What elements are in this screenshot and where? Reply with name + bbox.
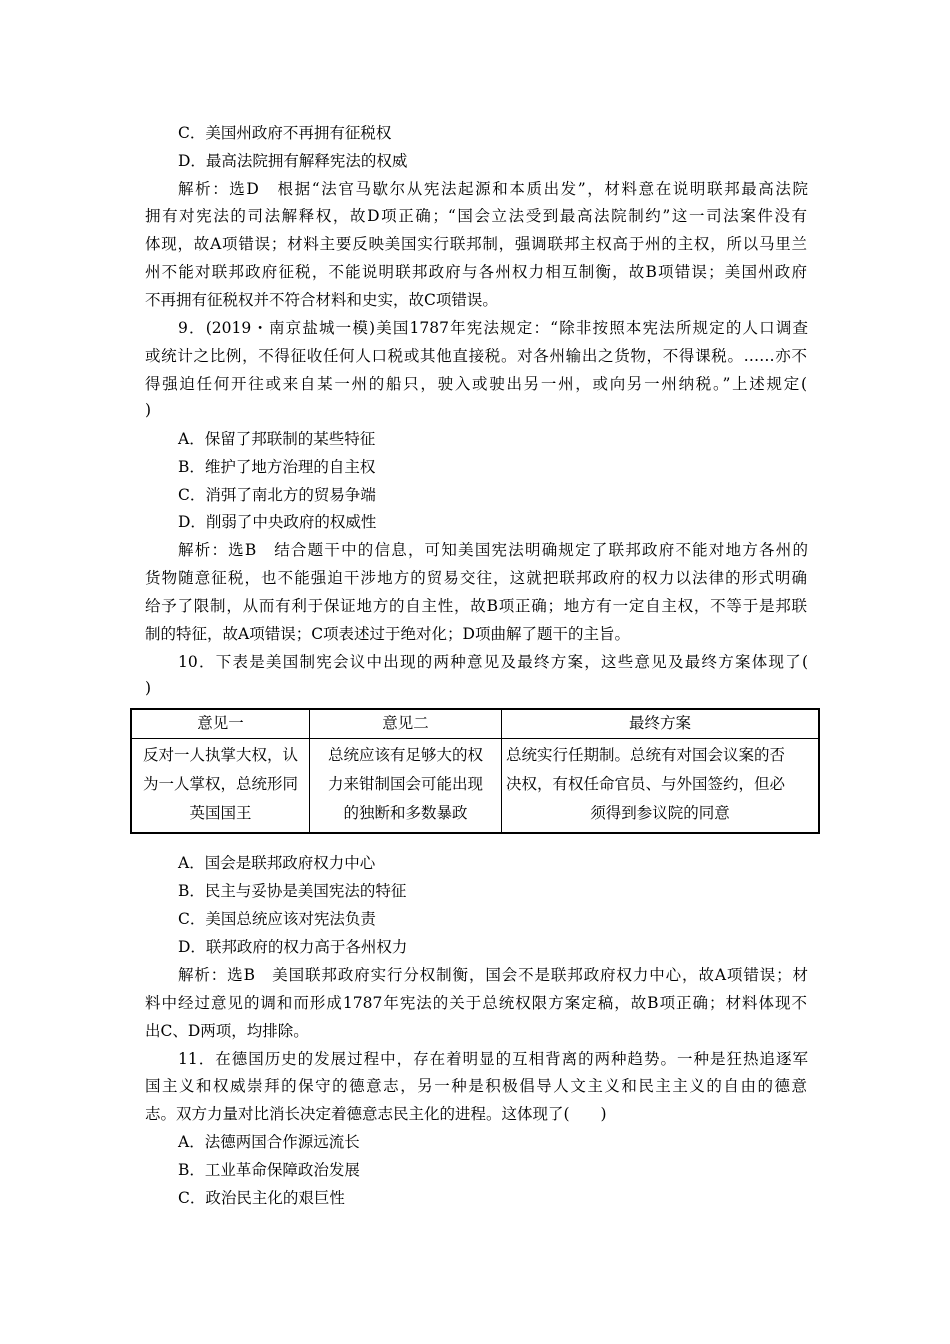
q11-stem-line: 国主义和权威崇拜的保守的德意志，另一种是积极倡导人文主义和民主主义的自由的德意 <box>145 1077 807 1095</box>
table-cell <box>131 739 310 834</box>
q10-analysis-line: 解析：选B 美国联邦政府实行分权制衡，国会不是联邦政府权力中心，故A项错误；材 <box>178 966 808 984</box>
q9-option-b: B．维护了地方治理的自主权 <box>178 458 376 476</box>
cell-text-line: 反对一人执掌大权，认 <box>142 746 298 764</box>
q10-stem-line: 10．下表是美国制宪会议中出现的两种意见及最终方案，这些意见及最终方案体现了( <box>178 653 808 671</box>
q10-option-c: C．美国总统应该对宪法负责 <box>178 910 376 928</box>
q11-option-a: A．法德两国合作源远流长 <box>178 1133 360 1151</box>
q9-stem-line: 得强迫任何开往或来自某一州的船只，驶入或驶出另一州，或向另一州纳税。”上述规定( <box>145 375 807 393</box>
cell-text-line: 力来钳制国会可能出现 <box>328 775 484 793</box>
q9-analysis-line: 给予了限制，从而有利于保证地方的自主性，故B项正确；地方有一定自主权，不等于是邦联 <box>145 597 807 615</box>
q8-option-d: D．最高法院拥有解释宪法的权威 <box>178 152 408 170</box>
q10-option-b: B．民主与妥协是美国宪法的特征 <box>178 882 407 900</box>
cell-text-line: 总统实行任期制。总统有对国会议案的否 <box>506 746 786 764</box>
q11-option-c: C．政治民主化的艰巨性 <box>178 1189 345 1207</box>
cell-text-line: 的独断和多数暴政 <box>343 804 468 822</box>
q9-analysis-line: 制的特征，故A项错误；C项表述过于绝对化；D项曲解了题干的主旨。 <box>145 625 630 643</box>
q8-analysis-line: 解析：选D 根据“法官马歇尔从宪法起源和本质出发”，材料意在说明联邦最高法院 <box>178 180 808 198</box>
q9-option-c: C．消弭了南北方的贸易争端 <box>178 486 376 504</box>
q9-analysis-line: 货物随意征税，也不能强迫干涉地方的贸易交往，这就把联邦政府的权力以法律的形式明确 <box>145 569 807 587</box>
table-header-cell: 意见二 <box>310 709 502 739</box>
table-cell <box>502 739 819 834</box>
table-row <box>131 739 819 834</box>
cell-text-line: 决权，有权任命官员、与外国签约，但必 <box>506 775 786 793</box>
q9-analysis-line: 解析：选B 结合题干中的信息，可知美国宪法明确规定了联邦政府不能对地方各州的 <box>178 541 808 559</box>
q11-stem-line: 志。双方力量对比消长决定着德意志民主化的进程。这体现了( ) <box>145 1105 607 1123</box>
q10-analysis-line: 出C、D两项，均排除。 <box>145 1022 309 1040</box>
q9-stem-line: ) <box>145 401 152 419</box>
q8-analysis-line: 不再拥有征税权并不符合材料和史实，故C项错误。 <box>145 291 498 309</box>
cell-text-line: 须得到参议院的同意 <box>590 804 730 822</box>
q8-option-c: C．美国州政府不再拥有征税权 <box>178 124 392 142</box>
cell-text-line: 英国国王 <box>189 804 252 822</box>
q9-stem-line: 9．(2019・南京盐城一模)美国1787年宪法规定：“除非按照本宪法所规定的人口调查 <box>178 319 808 337</box>
q8-analysis-line: 体现，故A项错误；材料主要反映美国实行联邦制，强调联邦主权高于州的主权，所以马里兰 <box>145 235 807 253</box>
q10-analysis-line: 料中经过意见的调和而形成1787年宪法的关于总统权限方案定稿，故B项正确；材料体现不 <box>145 994 807 1012</box>
table-header-cell: 意见一 <box>131 709 310 739</box>
q8-analysis-line: 州不能对联邦政府征税，不能说明联邦政府与各州权力相互制衡，故B项错误；美国州政府 <box>145 263 807 281</box>
q8-analysis-line: 拥有对宪法的司法解释权，故D项正确；“国会立法受到最高法院制约”这一司法案件没有 <box>145 207 807 225</box>
q9-option-d: D．削弱了中央政府的权威性 <box>178 513 377 531</box>
q9-stem-line: 或统计之比例，不得征收任何人口税或其他直接税。对各州输出之货物，不得课税。……亦不 <box>145 347 807 365</box>
q9-option-a: A．保留了邦联制的某些特征 <box>178 430 376 448</box>
cell-text-line: 总统应该有足够大的权 <box>328 746 484 764</box>
cell-text-line: 为一人掌权，总统形同 <box>142 775 298 793</box>
q10-stem-line: ) <box>145 679 152 697</box>
table-header-cell: 最终方案 <box>502 709 819 739</box>
q10-option-a: A．国会是联邦政府权力中心 <box>178 854 376 872</box>
q10-table <box>130 708 820 834</box>
q10-option-d: D．联邦政府的权力高于各州权力 <box>178 938 408 956</box>
q11-option-b: B．工业革命保障政治发展 <box>178 1161 360 1179</box>
q11-stem-line: 11．在德国历史的发展过程中，存在着明显的互相背离的两种趋势。一种是狂热追逐军 <box>178 1050 808 1068</box>
table-header-row <box>131 709 819 739</box>
table-cell <box>310 739 502 834</box>
